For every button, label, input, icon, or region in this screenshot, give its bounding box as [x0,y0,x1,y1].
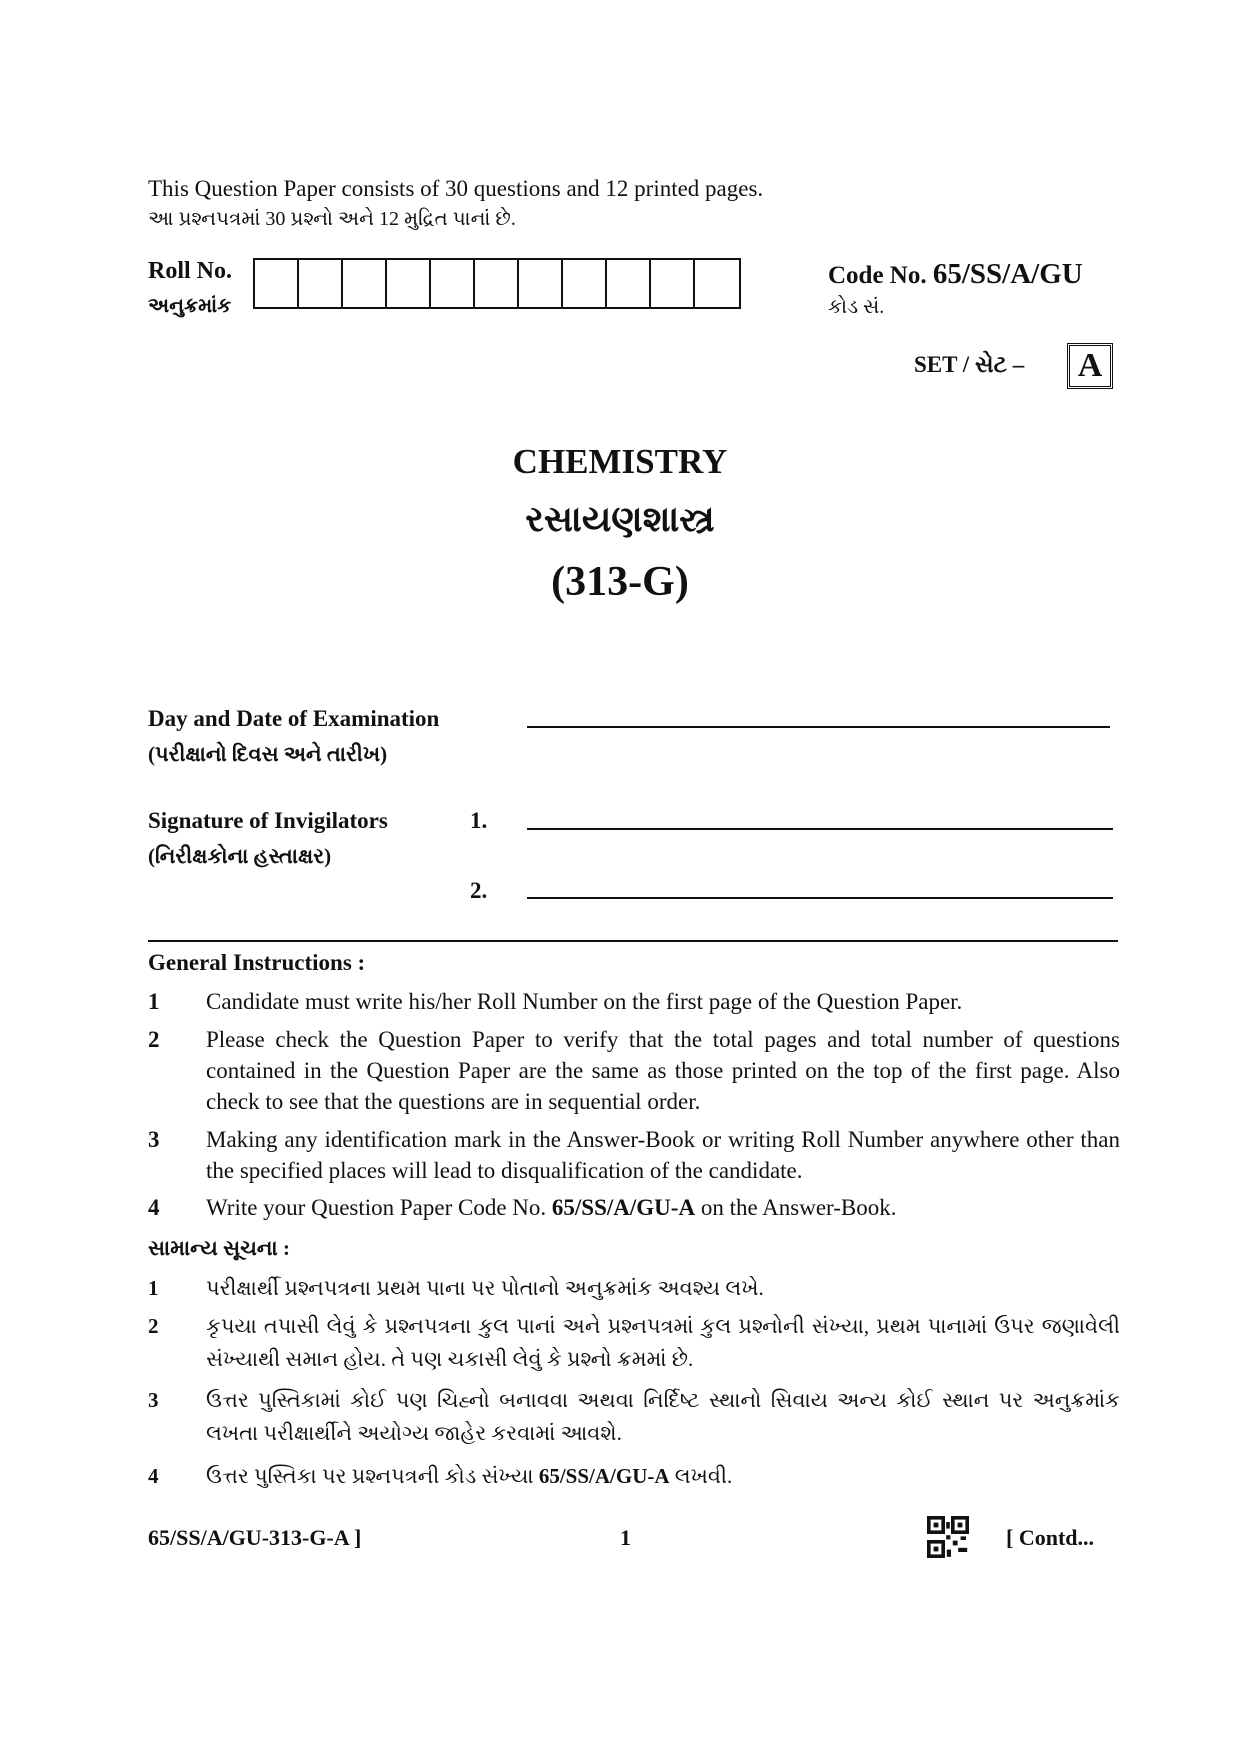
paper-consists-gu: આ પ્રશ્નપત્રમાં 30 પ્રશ્નો અને 12 મુદ્રિત પાનાં છે. [148,208,516,230]
roll-no-label-gu: અનુક્રમાંક [148,295,232,317]
subject-code: (313-G) [551,559,689,605]
invigilator-1-signature-blank[interactable] [527,828,1113,830]
instruction-number: 4 [148,1195,160,1220]
roll-number-box[interactable] [695,260,739,307]
invigilator-1-number: 1. [470,808,488,833]
instruction-text: Making any identification mark in the Answer-Book or writing Roll Number anywhere other than the specified places will lead to disqualification of the candidate. [206,1127,1120,1183]
qr-code-icon [927,1516,969,1558]
instruction-text: કૃપયા તપાસી લેવું કે પ્રશ્નપત્રના કુલ પાનાં અને પ્રશ્નપત્રમાં કુલ પ્રશ્નોની સંખ્યા, પ્રથમ પાનામાં ઉપર જણાવેલી સંખ્યાથી સમાન હોય. તે પણ ચકાસી લેવું કે પ્રશ્નો ક્રમમાં છે. [206,1314,1120,1371]
instruction-number: 1 [148,1276,159,1300]
continued-label: [ Contd... [1006,1525,1095,1550]
invigilators-label-gu: (નિરીક્ષકોના હસ્તાક્ષર) [148,844,332,868]
roll-no-label: Roll No. [148,258,232,284]
answer-book-code: 65/SS/A/GU-A [551,1195,696,1220]
page-number: 1 [620,1525,631,1550]
roll-number-box[interactable] [563,260,607,307]
roll-number-box[interactable] [519,260,563,307]
roll-number-box[interactable] [607,260,651,307]
code-no-label: Code No. [828,262,927,289]
invigilators-label: Signature of Invigilators [148,808,388,833]
instruction-en-4 [148,1192,1120,1223]
roll-number-box[interactable] [475,260,519,307]
exam-date-label-gu: (પરીક્ષાનો દિવસ અને તારીખ) [148,742,388,766]
roll-number-box[interactable] [651,260,695,307]
instruction-text: Please check the Question Paper to verify that the total pages and total number of questions contained in the Question Paper are the same as those printed on the top of the first page. Also check to see that the questions are in sequential order. [206,1027,1120,1114]
answer-book-code: 65/SS/A/GU-A [538,1464,670,1488]
code-no-value: 65/SS/A/GU [932,258,1083,290]
exam-date-blank[interactable] [527,726,1110,728]
footer-paper-code: 65/SS/A/GU-313-G-A ] [148,1525,362,1550]
set-badge: A [1067,343,1113,389]
instruction-number: 2 [148,1027,160,1052]
instruction-number: 3 [148,1388,159,1412]
subject-title-en: CHEMISTRY [512,442,728,481]
invigilator-2-signature-blank[interactable] [527,897,1113,899]
instruction-en-1 [148,986,1120,1017]
instruction-text: Write your Question Paper Code No. [206,1195,547,1220]
instruction-text: લખવી. [674,1464,733,1488]
general-instructions-heading-gu: સામાન્ય સૂચના : [148,1236,290,1260]
roll-number-box[interactable] [387,260,431,307]
code-no-label-gu: કોડ સં. [828,296,885,318]
set-label: SET / સેટ – [914,352,1025,377]
instruction-number: 4 [148,1464,159,1488]
general-instructions-heading: General Instructions : [148,950,366,975]
instruction-text: પરીક્ષાર્થી પ્રશ્નપત્રના પ્રથમ પાના પર પોતાનો અનુક્રમાંક અવશ્ય લખે. [206,1276,764,1300]
instruction-number: 2 [148,1314,159,1338]
instruction-number: 1 [148,989,160,1014]
roll-number-box[interactable] [299,260,343,307]
instruction-gu-1 [148,1272,1120,1305]
instruction-number: 3 [148,1127,160,1152]
instruction-text: ઉત્તર પુસ્તિકા પર પ્રશ્નપત્રની કોડ સંખ્યા [206,1464,534,1488]
code-no [828,258,1083,291]
roll-number-box[interactable] [343,260,387,307]
instruction-en-2 [148,1024,1120,1117]
subject-title-gu: રસાયણશાસ્ત્ર [525,499,715,539]
exam-date-label: Day and Date of Examination [148,706,440,731]
instruction-gu-3 [148,1384,1120,1450]
section-divider [148,940,1118,942]
paper-consists-en: This Question Paper consists of 30 questions and 12 printed pages. [148,176,764,201]
instruction-gu-4 [148,1460,1120,1493]
instruction-gu-2 [148,1310,1120,1376]
instruction-text: on the Answer-Book. [700,1195,897,1220]
instruction-en-3 [148,1124,1120,1186]
roll-number-box[interactable] [255,260,299,307]
roll-number-boxes[interactable] [253,258,741,309]
invigilator-2-number: 2. [470,878,488,903]
roll-number-box[interactable] [431,260,475,307]
instruction-text: Candidate must write his/her Roll Number on the first page of the Question Paper. [206,989,963,1014]
instruction-text: ઉત્તર પુસ્તિકામાં કોઈ પણ ચિહ્નો બનાવવા અથવા નિર્દિષ્ટ સ્થાનો સિવાય અન્ય કોઈ સ્થાન પર અનુક્રમાંક લખતા પરીક્ષાર્થીને અયોગ્ય જાહેર કરવામાં આવશે. [206,1388,1120,1445]
